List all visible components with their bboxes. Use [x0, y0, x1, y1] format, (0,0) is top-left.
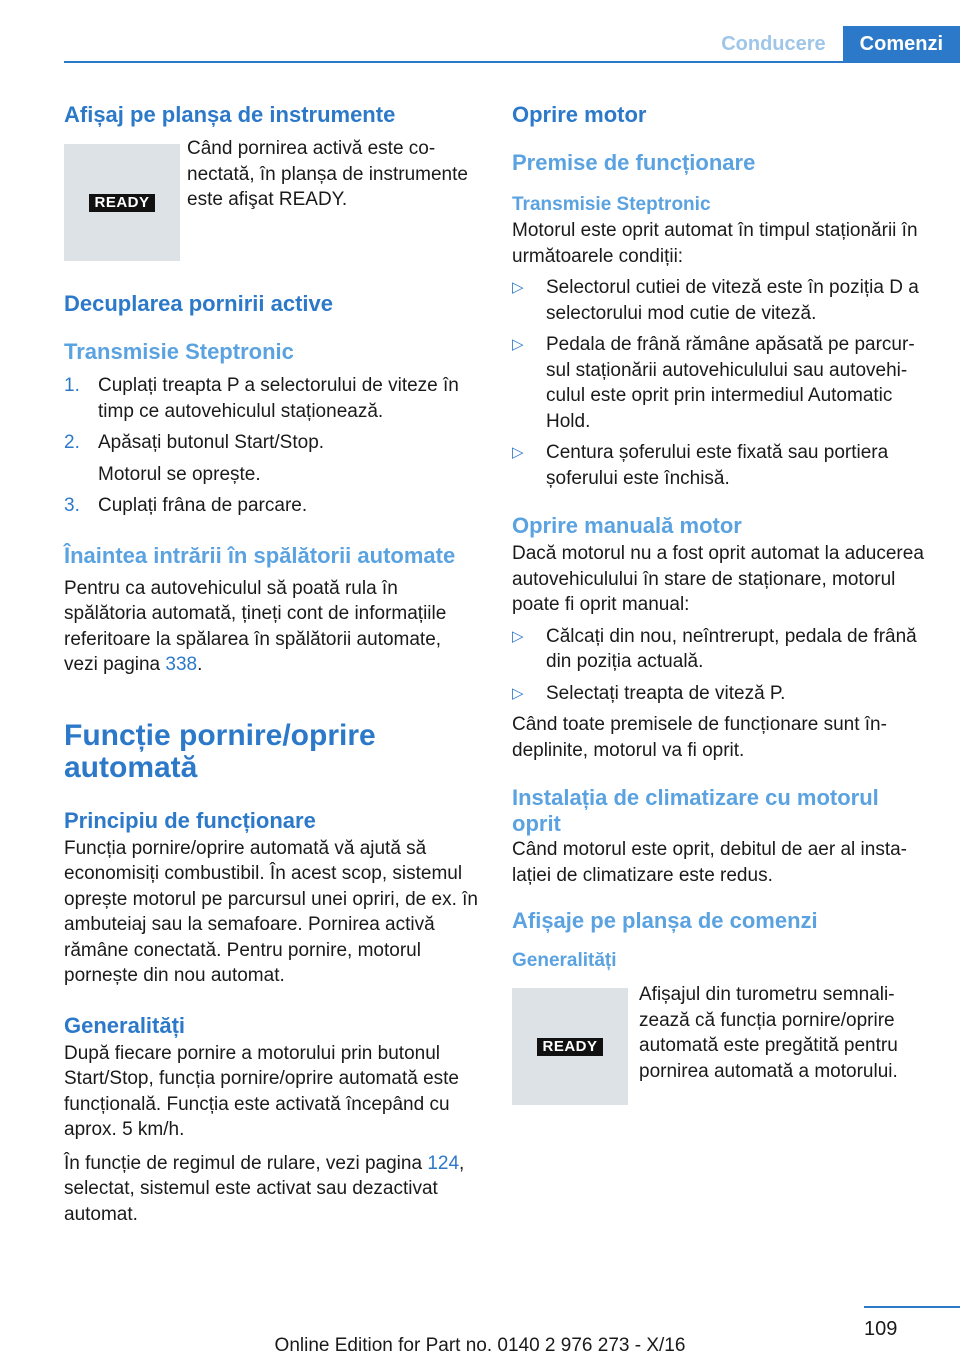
triangle-bullet-icon: ▷	[512, 627, 524, 645]
footer-edition: Online Edition for Part no. 0140 2 976 273 - X/16	[274, 1335, 686, 1356]
list-item	[64, 430, 478, 456]
heading-decuplare: Decuplarea pornirii active	[64, 291, 333, 316]
triangle-bullet-icon: ▷	[512, 684, 524, 702]
list-item	[64, 493, 478, 519]
paragraph-manuala: Dacă motorul nu a fost oprit automat la aducerea autovehiculului în stare de staționare, motorul poate fi oprit manual:	[512, 543, 924, 615]
steps-list	[64, 373, 478, 519]
page-link-124[interactable]: 124	[427, 1152, 460, 1174]
list-item: ▷ Pedala de frână rămâne apăsată pe parcursul staționării autovehiculului sau autovehiculul este oprit prin intermediul Automatic Hold.	[512, 332, 932, 434]
conditions-list	[512, 275, 932, 491]
paragraph-generalitati: După fiecare pornire a motorului prin butonul Start/Stop, funcția pornire/oprire automată este funcțională. Funcția este activată începând cu aprox. 5 km/h.	[64, 1042, 459, 1140]
heading-afisaj: Afișaj pe planșa de instrumente	[64, 102, 396, 127]
paragraph-principiu: Funcția pornire/oprire automată vă ajută să economisiți combustibil. În acest scop, sistemul oprește motorul pe parcursul unei opriri, de ex. în ambuteiaj sau la semafoare. Pornirea activă rămâne conectată. Pentru pornire, motorul pornește din nou automat.	[64, 837, 478, 986]
paragraph-regim: În funcție de regimul de rulare, vezi pagina 124, selectat, sistemul este activat sau dezactivat automat.	[64, 1152, 465, 1225]
step-number: 1.	[64, 375, 80, 396]
ready-badge: READY	[537, 1038, 602, 1056]
left-column	[64, 100, 478, 1227]
list-item-note	[64, 462, 478, 488]
manual-steps-list	[512, 624, 932, 707]
triangle-bullet-icon: ▷	[512, 336, 524, 353]
ready-figure	[64, 138, 478, 261]
ready-figure-text: Când pornirea activă este conectată, în planșa de instrumente este afişat READY.	[187, 138, 468, 210]
list-item: ▷ Călcați din nou, neîntrerupt, pedala de frână din poziția actuală.	[512, 624, 932, 675]
tab-section-comenzi: Comenzi	[843, 26, 960, 62]
ready-figure-2	[512, 984, 932, 1105]
triangle-bullet-icon: ▷	[512, 279, 524, 296]
ready-figure-text-2: Afișajul din turometru semnalizează că funcția pornire/oprire automată este pregătită pentru pornirea automată a motorului.	[639, 984, 898, 1082]
step-number: 2.	[64, 432, 80, 453]
right-column	[512, 100, 932, 1105]
heading-oprire-motor: Oprire motor	[512, 102, 647, 127]
header-rule	[64, 61, 960, 63]
step-note: Motorul se oprește.	[98, 463, 261, 485]
heading-functie: Funcție pornire/oprire automată	[64, 718, 376, 784]
step-text: Cuplați frâna de parcare.	[98, 495, 308, 516]
heading-generalitati-right: Generalități	[512, 950, 617, 971]
footer-rule	[864, 1306, 960, 1308]
paragraph-oprit: Motorul este oprit automat în timpul staționării în următoarele condiții:	[512, 220, 918, 267]
paragraph-cand: Când toate premisele de funcționare sunt îndeplinite, motorul va fi oprit.	[512, 714, 887, 761]
ready-image	[64, 144, 180, 261]
heading-inaintea: Înaintea intrării în spălătorii automate	[64, 542, 456, 568]
heading-principiu: Principiu de funcționare	[64, 807, 316, 833]
list-item: ▷ Selectați treapta de viteză P.	[512, 681, 932, 707]
step-text: Apăsați butonul Start/Stop.	[98, 432, 325, 453]
heading-oprire-manuala: Oprire manuală motor	[512, 513, 742, 538]
ready-badge: READY	[89, 194, 154, 212]
heading-instalatia: Instalația de climatizare cu motorul oprit	[512, 785, 879, 836]
list-item: ▷ Selectorul cutiei de viteză este în poziția D a selectorului mod cutie de viteză.	[512, 275, 932, 326]
list-item: ▷ Centura șoferului este fixată sau portiera șoferului este închisă.	[512, 440, 932, 491]
heading-premise: Premise de funcționare	[512, 150, 756, 175]
page-number: 109	[864, 1318, 898, 1340]
heading-steptronic-right: Transmisie Steptronic	[512, 194, 711, 215]
heading-afisaje: Afișaje pe planșa de comenzi	[512, 908, 818, 933]
step-number: 3.	[64, 495, 80, 516]
page-link-338[interactable]: 338	[165, 654, 198, 675]
triangle-bullet-icon: ▷	[512, 444, 524, 461]
header-tabs	[704, 26, 960, 62]
ready-image-2	[512, 988, 628, 1105]
heading-generalitati: Generalități	[64, 1012, 186, 1038]
paragraph-inaintea: Pentru ca autovehiculul să poată rula în spălătoria automată, țineți cont de informațiile referitoare la spălarea în spălătorii automate, vezi pagina 338.	[64, 577, 447, 675]
list-item	[64, 373, 478, 424]
step-text: Cuplați treapta P a selectorului de viteze în timp ce autovehiculul staționează.	[98, 375, 459, 422]
heading-steptronic: Transmisie Steptronic	[64, 339, 294, 364]
paragraph-instalatia: Când motorul este oprit, debitul de aer al instalației de climatizare este redus.	[512, 839, 907, 886]
tab-section-conducere: Conducere	[704, 26, 842, 62]
